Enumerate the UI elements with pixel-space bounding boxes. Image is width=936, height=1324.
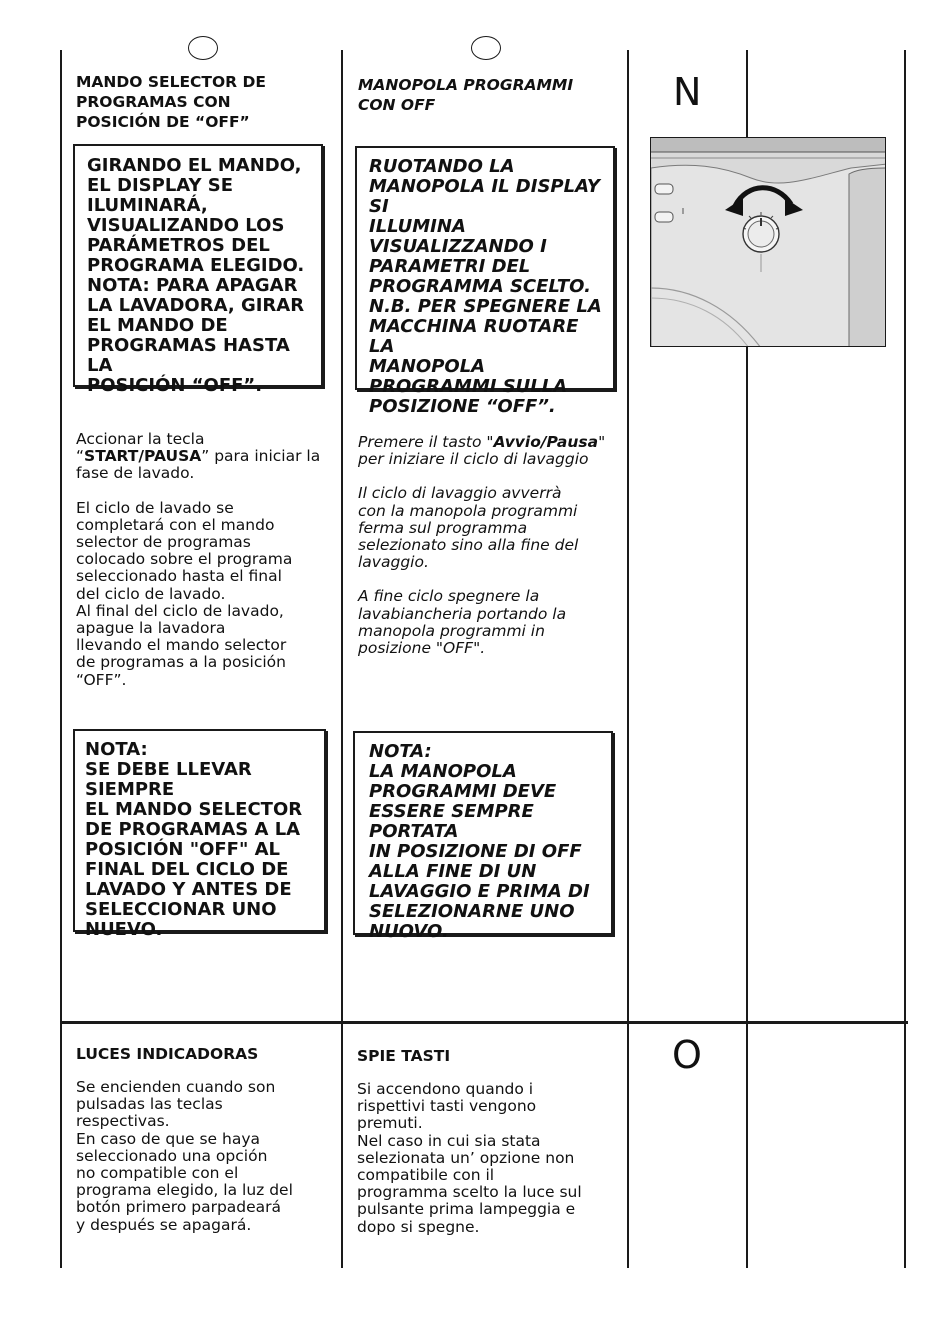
es-indicator-lights-text: Se encienden cuando son pulsadas las teclas respectivas. En caso de que se haya seleccionado una opción no compatible con el programa elegido, la luz del botón primero parpadeará y después se apagará. (76, 1078, 293, 1234)
section-letter-o: O (672, 1033, 702, 1077)
it-note-box: NOTA: LA MANOPOLA PROGRAMMI DEVE ESSERE SEMPRE PORTATA IN POSIZIONE DI OFF ALLA FINE DI UN LAVAGGIO E PRIMA DI SELEZIONARNE UNO NUOVO. (353, 731, 613, 935)
language-mark-spanish (188, 36, 218, 60)
column-rule-3 (627, 50, 629, 1268)
it-heading-button-lights: SPIE TASTI (357, 1047, 451, 1065)
es-note-box: NOTA: SE DEBE LLEVAR SIEMPRE EL MANDO SELECTOR DE PROGRAMAS A LA POSICIÓN "OFF" AL FINAL DEL CICLO DE LAVADO Y ANTES DE SELECCIONAR UNO NUEVO. (73, 729, 326, 932)
es-start-pause-text: Accionar la tecla “START/PAUSA” para iniciar la fase de lavado. El ciclo de lavado se completará con el mando selector de programas colocado sobre el programa seleccionado hasta el final del ciclo de lavado. Al final del ciclo de lavado, apague la lavadora llevando el mando selector de programas a la posición “OFF”. (76, 430, 321, 689)
es-heading-indicator-lights: LUCES INDICADORAS (76, 1045, 259, 1063)
column-rule-2 (341, 50, 343, 1268)
column-rule-left (60, 50, 62, 1268)
es-heading-program-selector: MANDO SELECTOR DE PROGRAMAS CON POSICIÓN DE “OFF” (76, 73, 266, 131)
it-heading-program-knob: MANOPOLA PROGRAMMI CON OFF (358, 76, 574, 114)
es-instruction-box: GIRANDO EL MANDO, EL DISPLAY SE ILUMINARÁ, VISUALIZANDO LOS PARÁMETROS DEL PROGRAMA ELEGIDO. NOTA: PARA APAGAR LA LAVADORA, GIRAR EL MANDO DE PROGRAMAS HASTA LA POSICIÓN “OFF”. (73, 144, 323, 387)
program-knob-rotation-illustration-icon (650, 137, 886, 347)
section-letter-n: N (673, 70, 702, 114)
it-instruction-box: RUOTANDO LA MANOPOLA IL DISPLAY SI ILLUMINA VISUALIZZANDO I PARAMETRI DEL PROGRAMMA SCELTO. N.B. PER SPEGNERE LA MACCHINA RUOTARE LA MANOPOLA PROGRAMMI SULLA POSIZIONE “OFF”. (355, 146, 615, 390)
section-divider (60, 1021, 908, 1024)
it-button-lights-text: Si accendono quando i rispettivi tasti vengono premuti. Nel caso in cui sia stata selezionata un’ opzione non compatibile con il programma scelto la luce sul pulsante prima lampeggia e dopo si spegne. (357, 1080, 582, 1236)
language-mark-italian (471, 36, 501, 60)
column-rule-right (904, 50, 906, 1268)
it-start-pause-text: Premere il tasto "Avvio/Pausa" per iniziare il ciclo di lavaggio Il ciclo di lavaggio avverrà con la manopola programmi ferma sul programma selezionato sino alla fine del lavaggio. A fine ciclo spegnere la lavabiancheria portando la manopola programmi in posizione "OFF". (358, 433, 606, 658)
